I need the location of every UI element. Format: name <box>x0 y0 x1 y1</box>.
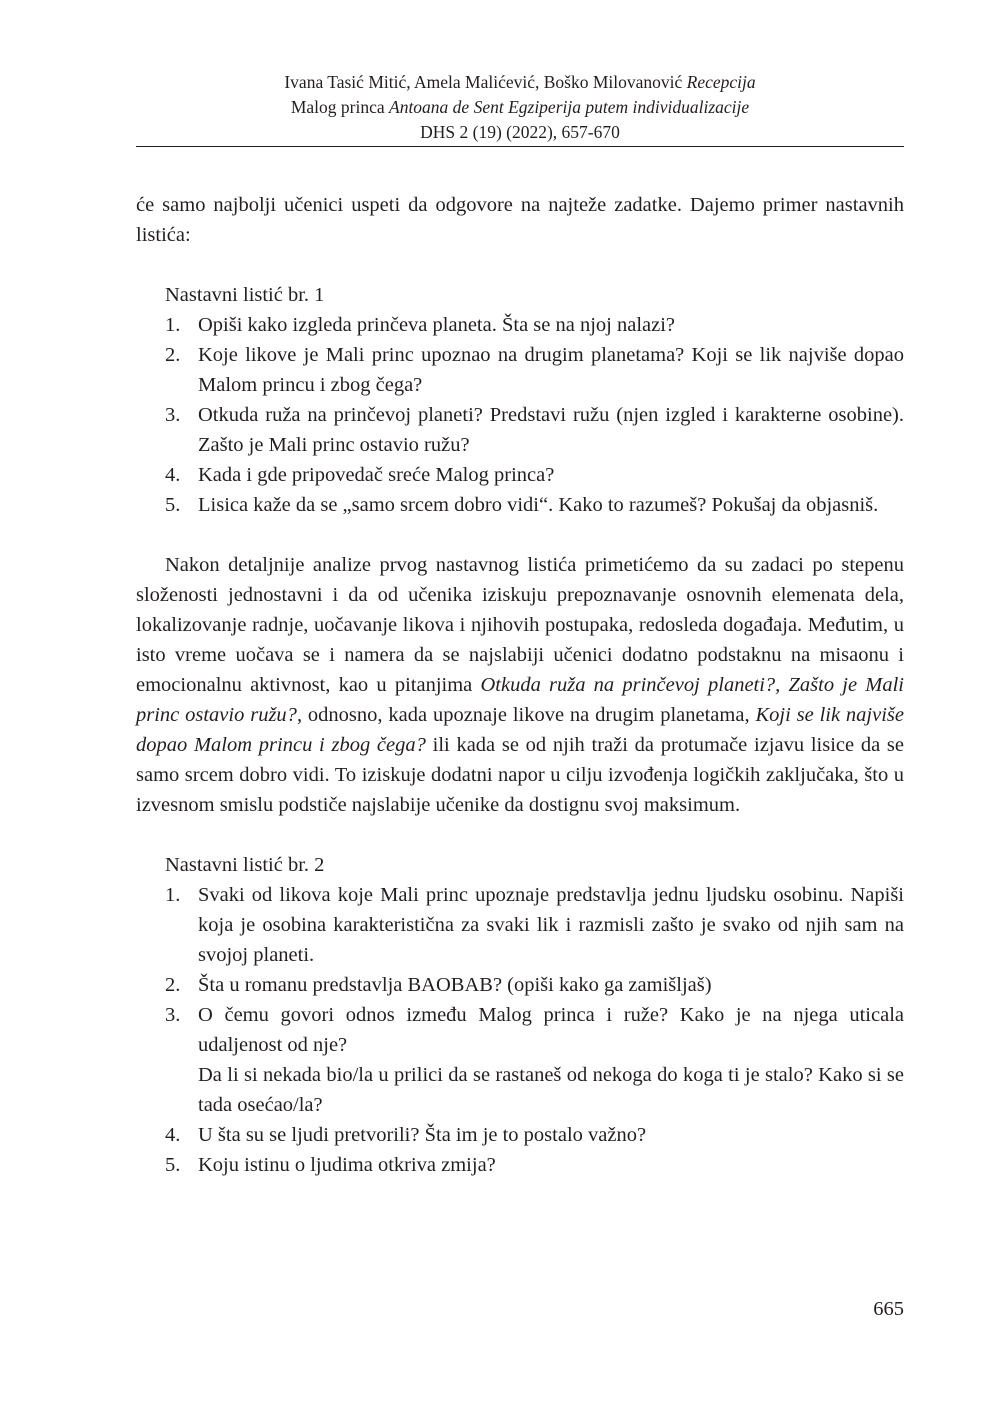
sheet2-title: Nastavni listić br. 2 <box>165 854 325 876</box>
list-item: 2. Koje likove je Mali princ upoznao na drugim planetama? Koji se lik najviše dopao Malom princu i zbog čega? <box>165 344 904 396</box>
list-item: 2. Šta u romanu predstavlja BAOBAB? (opiši kako ga zamišljaš) <box>165 974 712 996</box>
running-header <box>136 70 904 145</box>
header-journal-ref: DHS 2 (19) (2022), 657-670 <box>420 122 620 142</box>
header-authors-line <box>136 70 904 95</box>
header-divider <box>136 146 904 147</box>
list-item: 3. Otkuda ruža na prinčevoj planeti? Predstavi ružu (njen izgled i karakterne osobine). Zašto je Mali princ ostavio ružu? <box>165 404 904 456</box>
list-item: 1. Opiši kako izgleda prinčeva planeta. Šta se na njoj nalazi? <box>165 314 676 336</box>
list-item: 5. Lisica kaže da se „samo srcem dobro vidi“. Kako to razumeš? Pokušaj da objasniš. <box>165 494 879 516</box>
header-title-plain: Malog princa <box>290 97 385 117</box>
list-item: 1. Svaki od likova koje Mali princ upoznaje predstavlja jednu ljudsku osobinu. Napiši koja je osobina karakteristična za svaki lik i razmisli zašto je svako od njih sam na svojoj planeti. <box>165 884 904 966</box>
header-title-part1: Recepcija <box>686 72 756 92</box>
spacer <box>136 820 904 850</box>
list-item: 5. Koju istinu o ljudima otkriva zmija? <box>165 1154 496 1176</box>
list-item: 4. U šta su se ljudi pretvorili? Šta im je to postalo važno? <box>165 1124 647 1146</box>
list-item: 4. Kada i gde pripovedač sreće Malog princa? <box>165 464 555 486</box>
header-authors: Ivana Tasić Mitić, Amela Malićević, Boško Milovanović <box>284 72 683 92</box>
page-number: 665 <box>873 1298 904 1320</box>
spacer <box>136 250 904 280</box>
analysis-paragraph: Nakon detaljnije analize prvog nastavnog listića primetićemo da su zadaci po stepenu složenosti jednostavni i da od učenika iziskuju prepoznavanje osnovnih elemenata dela, lokalizovanje radnje, uočavanje likova i njihovih postupaka, redosleda događaja. Međutim, u isto vreme uočava se i namera da se najslabiji učenici dodatno podstaknu na misaonu i emocionalnu aktivnost, kao u pitanjima Otkuda ruža na prinčevoj planeti?, Zašto je Mali princ ostavio ružu?, odnosno, kada upoznaje likove na drugim planetama, Koji se lik najviše dopao Malom princu i zbog čega? ili kada se od njih traži da protumače izjavu lisice da se samo srcem dobro vidi. To iziskuje dodatni napor u cilju izvođenja logičkih zaključaka, što u izvesnom smislu podstiče najslabije učenike da dostignu svoj maksimum. <box>136 554 904 816</box>
header-title-part2: Antoana de Sent Egziperija putem individualizacije <box>389 97 750 117</box>
sheet1-list <box>136 310 904 520</box>
spacer <box>136 520 904 550</box>
sheet1-title: Nastavni listić br. 1 <box>165 284 325 306</box>
intro-paragraph: će samo najbolji učenici uspeti da odgovore na najteže zadatke. Dajemo primer nastavnih listića: <box>136 194 904 246</box>
sheet2-list <box>136 880 904 1180</box>
header-title-line <box>136 95 904 120</box>
page-body <box>136 190 904 1180</box>
list-item: 3. O čemu govori odnos između Malog princa i ruže? Kako je na njega uticala udaljenost od nje? Da li si nekada bio/la u prilici da se rastaneš od nekoga do koga ti je stalo? Kako si se tada osećao/la? <box>165 1004 904 1116</box>
